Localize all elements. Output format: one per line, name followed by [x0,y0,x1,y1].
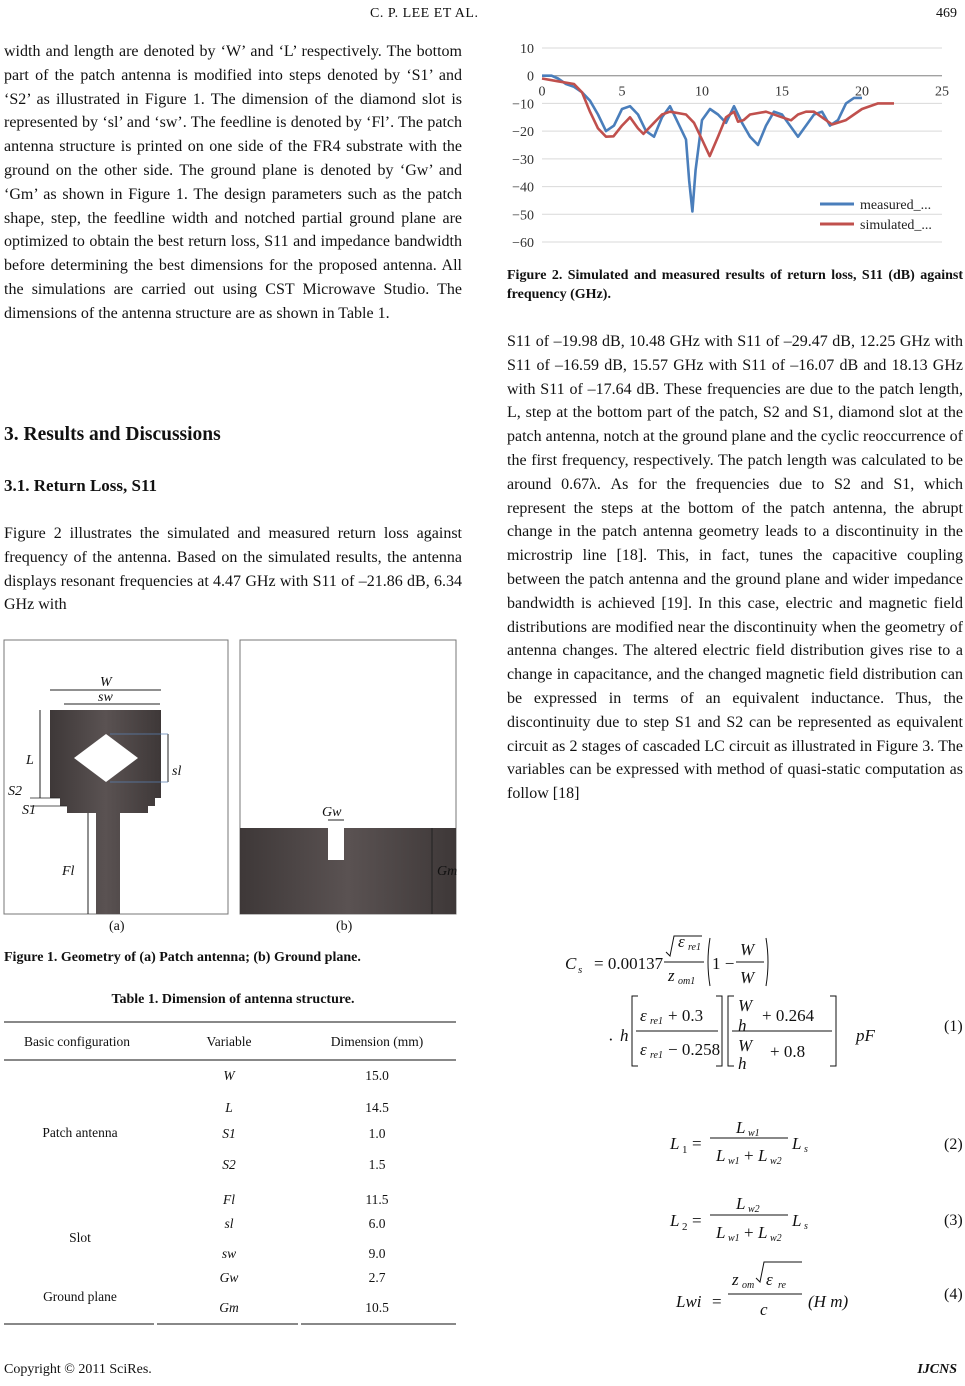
y-tick-label: −10 [512,97,534,113]
x-tick-label: 20 [855,84,869,100]
eq2-L1: L [670,1134,680,1153]
table-header-config: Basic configuration [23,1034,131,1049]
label-S1: S1 [22,803,36,818]
y-tick-label: −40 [512,180,534,196]
footer-journal: IJCNS [917,1362,957,1377]
eq4-Lwi: Lwi [676,1292,702,1311]
eq3-Lw2-den: L [758,1223,768,1242]
page-number: 469 [936,6,957,21]
eq1-number: (1) [944,1018,963,1035]
table-cell-variable: Gw [219,1270,239,1285]
eq4-Hm: (H m) [808,1292,849,1311]
legend-label: measured_... [860,198,932,213]
table-cell-value: 10.5 [365,1300,389,1315]
table-cell-value: 1.5 [368,1157,386,1172]
x-tick-label: 25 [935,84,949,100]
eq1-W-den: W [740,968,755,987]
y-tick-label: −50 [512,208,534,224]
eq3-fraction-line [710,1213,790,1217]
eq1-eps-num: ε [640,1006,647,1025]
eq2-eq: = [692,1134,702,1153]
y-tick-label: −20 [512,125,534,141]
label-W: W [100,675,112,690]
eq1-om1: om1 [678,976,696,987]
y-tick-label: 0 [527,69,534,85]
eq1-const: = 0.00137 [594,954,664,973]
eq2-Lw2-den: L [758,1146,768,1165]
table-cell-variable: sl [224,1216,234,1231]
x-tick-label: 10 [695,84,709,100]
table-cell-value: 9.0 [368,1246,386,1261]
table-header-dimension: Dimension (mm) [330,1034,424,1049]
table-cell-value: 15.0 [365,1068,389,1083]
table-cell-variable: S2 [222,1157,236,1172]
eq3-Ls: L [792,1211,802,1230]
eq4-c: c [760,1300,768,1319]
figure-2-chart [500,38,963,258]
table-1-drawing [4,1020,456,1330]
eq1-W-num: W [740,940,755,959]
eq2-Lw1-den: L [716,1146,726,1165]
label-S2: S2 [8,784,22,799]
table-group-ground: Ground plane [43,1289,117,1304]
eq3-Lw1-den: L [716,1223,726,1242]
subfig-a-label: (a) [109,919,125,934]
eq2-w2-den: w2 [770,1156,782,1167]
table-cell-variable: W [223,1068,235,1083]
label-L: L [26,753,34,768]
eq1-h2: h [738,1054,747,1073]
eq3-eq: = [692,1211,702,1230]
eq3-L2: L [670,1211,680,1230]
table-cell-value: 1.0 [368,1126,386,1141]
figure-1-caption: Figure 1. Geometry of (a) Patch antenna; (b) Ground plane. [4,950,361,965]
table-group-slot: Slot [69,1230,91,1245]
eq1-pF: pF [856,1026,875,1045]
eq1-h1: h [738,1016,747,1035]
table-cell-variable: Fl [223,1192,235,1207]
eq3-w2-den: w2 [770,1233,782,1244]
eq1-m0258: − 0.258 [668,1040,721,1059]
eq3-number: (3) [944,1212,963,1229]
x-tick-label: 15 [775,84,789,100]
eq4-re: re [778,1280,786,1291]
figure-2-caption: Figure 2. Simulated and measured results of return loss, S11 (dB) against frequency (GHz). [507,268,963,302]
eq2-one: 1 [682,1144,688,1156]
eq1-p0264: + 0.264 [762,1006,815,1025]
table-cell-value: 14.5 [365,1100,389,1115]
eq4-eq: = [712,1292,722,1311]
equations-block [560,926,965,1356]
ground-plane-shape [240,828,456,914]
subfig-b-label: (b) [336,919,353,934]
table-1 [4,1020,456,1335]
table-group-patch: Patch antenna [42,1125,118,1140]
y-tick-label: 10 [520,42,534,57]
eq1-re1-den: re1 [650,1050,663,1061]
eq4-om: om [742,1280,755,1291]
table-cell-variable: L [225,1100,233,1115]
eq2-number: (2) [944,1136,963,1153]
eq1-h: h [620,1026,629,1045]
eq1-W1: W [738,996,753,1015]
label-Gm: Gm [437,864,458,879]
eq1-eps-den: ε [640,1040,647,1059]
x-tick-label: 5 [618,84,626,100]
section-heading: 3. Results and Discussions [4,424,221,445]
eq3-w1-den: w1 [728,1233,740,1244]
eq2-fraction-line [710,1136,790,1140]
eq1-eps: ε [678,932,685,951]
label-Fl: Fl [62,864,75,879]
eq2-Ls: L [792,1134,802,1153]
table-cell-variable: Gm [219,1300,239,1315]
footer-copyright: Copyright © 2011 SciRes. [4,1362,152,1377]
table-cell-value: 11.5 [365,1192,389,1207]
eq1-re1-num: re1 [650,1016,663,1027]
eq1-p03: + 0.3 [668,1006,704,1025]
eq4-eps: ε [766,1270,773,1289]
eq2-s: s [804,1144,808,1155]
eq4-number: (4) [944,1286,963,1303]
y-tick-label: −30 [512,152,534,168]
eq3-two: 2 [682,1221,688,1233]
table-header-variable: Variable [206,1034,252,1049]
eq3-s: s [804,1221,808,1232]
eq1-cs-sub: s [578,964,583,976]
table-cell-variable: sw [221,1246,237,1261]
left-paragraph-2: Figure 2 illustrates the simulated and measured return loss against frequency of the antenna. Based on the simulated results, the antenna displays resonant frequencies at 4.47 GHz with S11 of –21.86 dB, 6.34 GHz with [4,525,462,614]
eq1-cs: C [565,954,577,973]
x-tick-label: 0 [538,84,546,100]
eq3-Lw2-num: L [736,1194,746,1213]
table-1-title: Table 1. Dimension of antenna structure. [111,992,355,1007]
eq2-plus: + [744,1146,754,1165]
eq1-W2: W [738,1036,753,1055]
eq3-plus: + [744,1223,754,1242]
eq1-z: z [668,966,675,985]
y-tick-label: −60 [512,236,534,251]
eq2-w1-num: w1 [748,1128,760,1139]
label-Gw: Gw [322,805,342,820]
table-cell-value: 6.0 [368,1216,386,1231]
eq4-z: z [732,1270,739,1289]
running-head-authors: C. P. LEE ET AL. [370,6,479,21]
legend-label: simulated_... [860,218,932,233]
figure-1 [0,638,460,938]
figure-1-drawing [0,638,460,938]
eq3-w2-num: w2 [748,1204,760,1215]
eq1-one-minus: 1 − [712,954,735,973]
eq2-w1-den: w1 [728,1156,740,1167]
eq1-re1: re1 [688,942,701,953]
subsection-heading: 3.1. Return Loss, S11 [4,476,158,495]
eq1-p08: + 0.8 [770,1042,806,1061]
page-header [0,4,965,28]
label-sw: sw [98,690,113,705]
table-cell-value: 2.7 [368,1270,386,1285]
left-paragraph-1: width and length are denoted by ‘W’ and ‘L’ respectively. The bottom part of the patch antenna is modified into steps denoted by ‘S1’ and ‘S2’ as illustrated in Figure 1. The dimension of the diamond slot is represented by ‘sl’ and ‘sw’. The feedline is denoted by ‘Fl’. The patch antenna structure is printed on one side of the FR4 substrate with the ground on the other side. The ground plane is denoted by ‘Gw’ and ‘Gm’ as shown in Figure 1. The design parameters such as the patch shape, step, the feedline width and notched partial ground plane are optimized to obtain the best return loss, S11 and impedance bandwidth before determining the best dimensions for the proposed antenna. All the simulations are carried out using CST Microwave Studio. The dimensions of the antenna structure are as shown in Table 1. [4,43,462,322]
label-sl: sl [172,764,182,779]
table-cell-variable: S1 [222,1126,236,1141]
eq1-dot: · [608,1030,614,1049]
right-paragraph-1: S11 of –19.98 dB, 10.48 GHz with S11 of –29.47 dB, 12.25 GHz with S11 of –16.59 dB, 15.57 GHz with S11 of –16.07 dB and 18.13 GHz with S11 of –17.64 dB. These frequencies are due to the patch length, L, step at the bottom part of the patch, S2 and S1, diamond slot at the patch antenna, notch at the ground plane and the cyclic reoccurrence of the first frequency, respectively. The patch length was calculated to be around 0.67λ. As for the frequencies due to S2 and S1, which represent the steps at the bottom of the patch antenna, the abrupt change in the patch antenna geometry leads to a discontinuity in the microstrip line [18]. This, in fact, tunes the capacitive coupling between the patch antenna and the ground plane and wider impedance bandwidth is achieved [19]. In this case, electric and magnetic field distributions are modified near the discontinuity when the geometry of antenna changes. The altered electric field distribution gives rise to a change in capacitance, and the changed magnetic field distribution can be expressed in terms of an equivalent inductance. Thus, the discontinuity due to step S1 and S2 can be represented as equivalent circuit as 2 stages of cascaded LC circuit as illustrated in Figure 3. The variables can be expressed with method of quasi-static computation as follow [18] [507,333,963,803]
eq2-Lw1-num: L [736,1118,746,1137]
return-loss-chart [500,38,963,258]
